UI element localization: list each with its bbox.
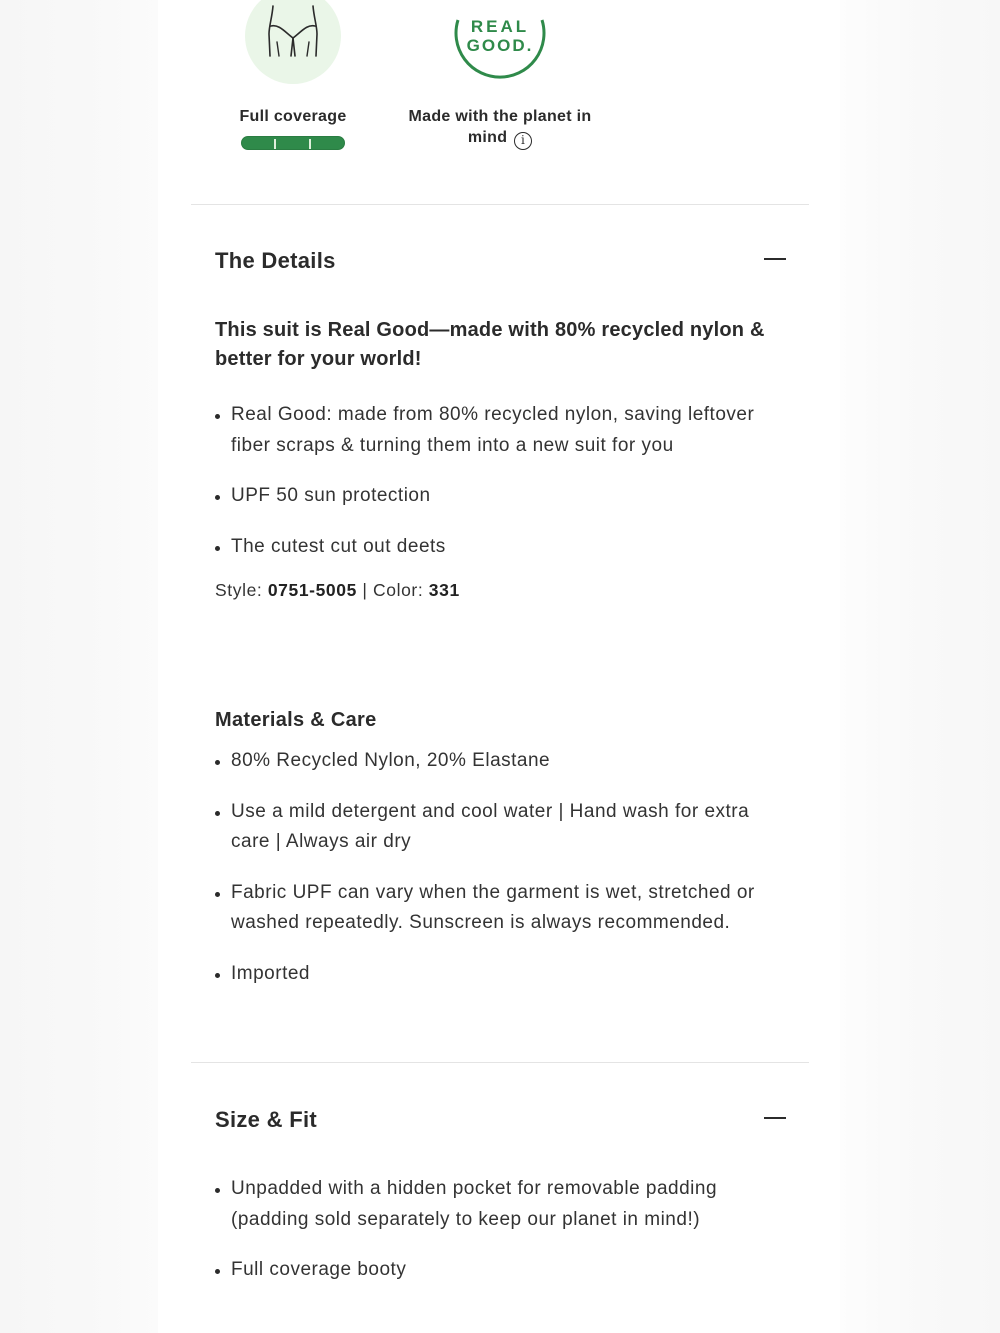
style-label: Style:: [215, 580, 263, 600]
left-backdrop: [0, 0, 158, 1333]
materials-list: [215, 746, 775, 989]
section-divider: [191, 204, 809, 205]
coverage-bar-divider: [274, 139, 276, 149]
coverage-level-bar: [241, 136, 345, 150]
real-good-logo: [452, 0, 548, 84]
list-item: Full coverage booty: [215, 1255, 775, 1286]
style-color-line: [215, 580, 775, 601]
info-icon[interactable]: i: [514, 132, 532, 150]
color-value: 331: [428, 580, 460, 600]
list-item: Use a mild detergent and cool water | Hand wash for extra care | Always air dry: [215, 797, 775, 858]
feature-real-good: [398, 0, 602, 150]
feature-label-coverage: Full coverage: [239, 108, 347, 125]
list-item: Unpadded with a hidden pocket for removable padding (padding sold separately to keep our planet in mind!): [215, 1174, 775, 1235]
list-item: Fabric UPF can vary when the garment is wet, stretched or washed repeatedly. Sunscreen is always recommended.: [215, 878, 775, 939]
logo-line-good: GOOD.: [466, 36, 534, 55]
planet-label-text: Made with the planet in mind: [408, 108, 592, 146]
style-value: 0751-5005: [267, 580, 357, 600]
list-item: The cutest cut out deets: [215, 532, 775, 563]
list-item: UPF 50 sun protection: [215, 481, 775, 512]
list-item: 80% Recycled Nylon, 20% Elastane: [215, 746, 775, 777]
coverage-circle: [245, 0, 341, 84]
product-details-panel: [158, 0, 840, 1333]
details-list: [215, 400, 775, 562]
collapse-size-fit-button[interactable]: [763, 1107, 787, 1131]
size-fit-list: [215, 1174, 775, 1286]
color-label: Color:: [373, 580, 424, 600]
details-header[interactable]: [215, 248, 787, 278]
details-intro: This suit is Real Good—made with 80% recycled nylon & better for your world!: [215, 319, 765, 370]
size-fit-content: [215, 1174, 775, 1306]
details-content: [215, 316, 775, 601]
minus-icon: [764, 1117, 786, 1119]
size-fit-title: Size & Fit: [215, 1107, 318, 1132]
logo-line-real: REAL: [470, 17, 530, 36]
minus-icon: [764, 258, 786, 260]
right-backdrop: [840, 0, 1000, 1333]
coverage-bar-divider: [309, 139, 311, 149]
size-fit-header[interactable]: [215, 1107, 787, 1137]
details-title: The Details: [215, 248, 336, 273]
list-item: Real Good: made from 80% recycled nylon, saving leftover fiber scraps & turning them into a new suit for you: [215, 400, 775, 461]
feature-full-coverage: [218, 0, 368, 150]
collapse-details-button[interactable]: [763, 248, 787, 272]
separator: |: [362, 580, 368, 600]
bikini-bottom-icon: [265, 4, 321, 60]
materials-title: Materials & Care: [215, 709, 377, 731]
feature-label-planet: [398, 106, 602, 150]
materials-content: [215, 709, 775, 1009]
section-divider: [191, 1062, 809, 1063]
list-item: Imported: [215, 959, 775, 990]
